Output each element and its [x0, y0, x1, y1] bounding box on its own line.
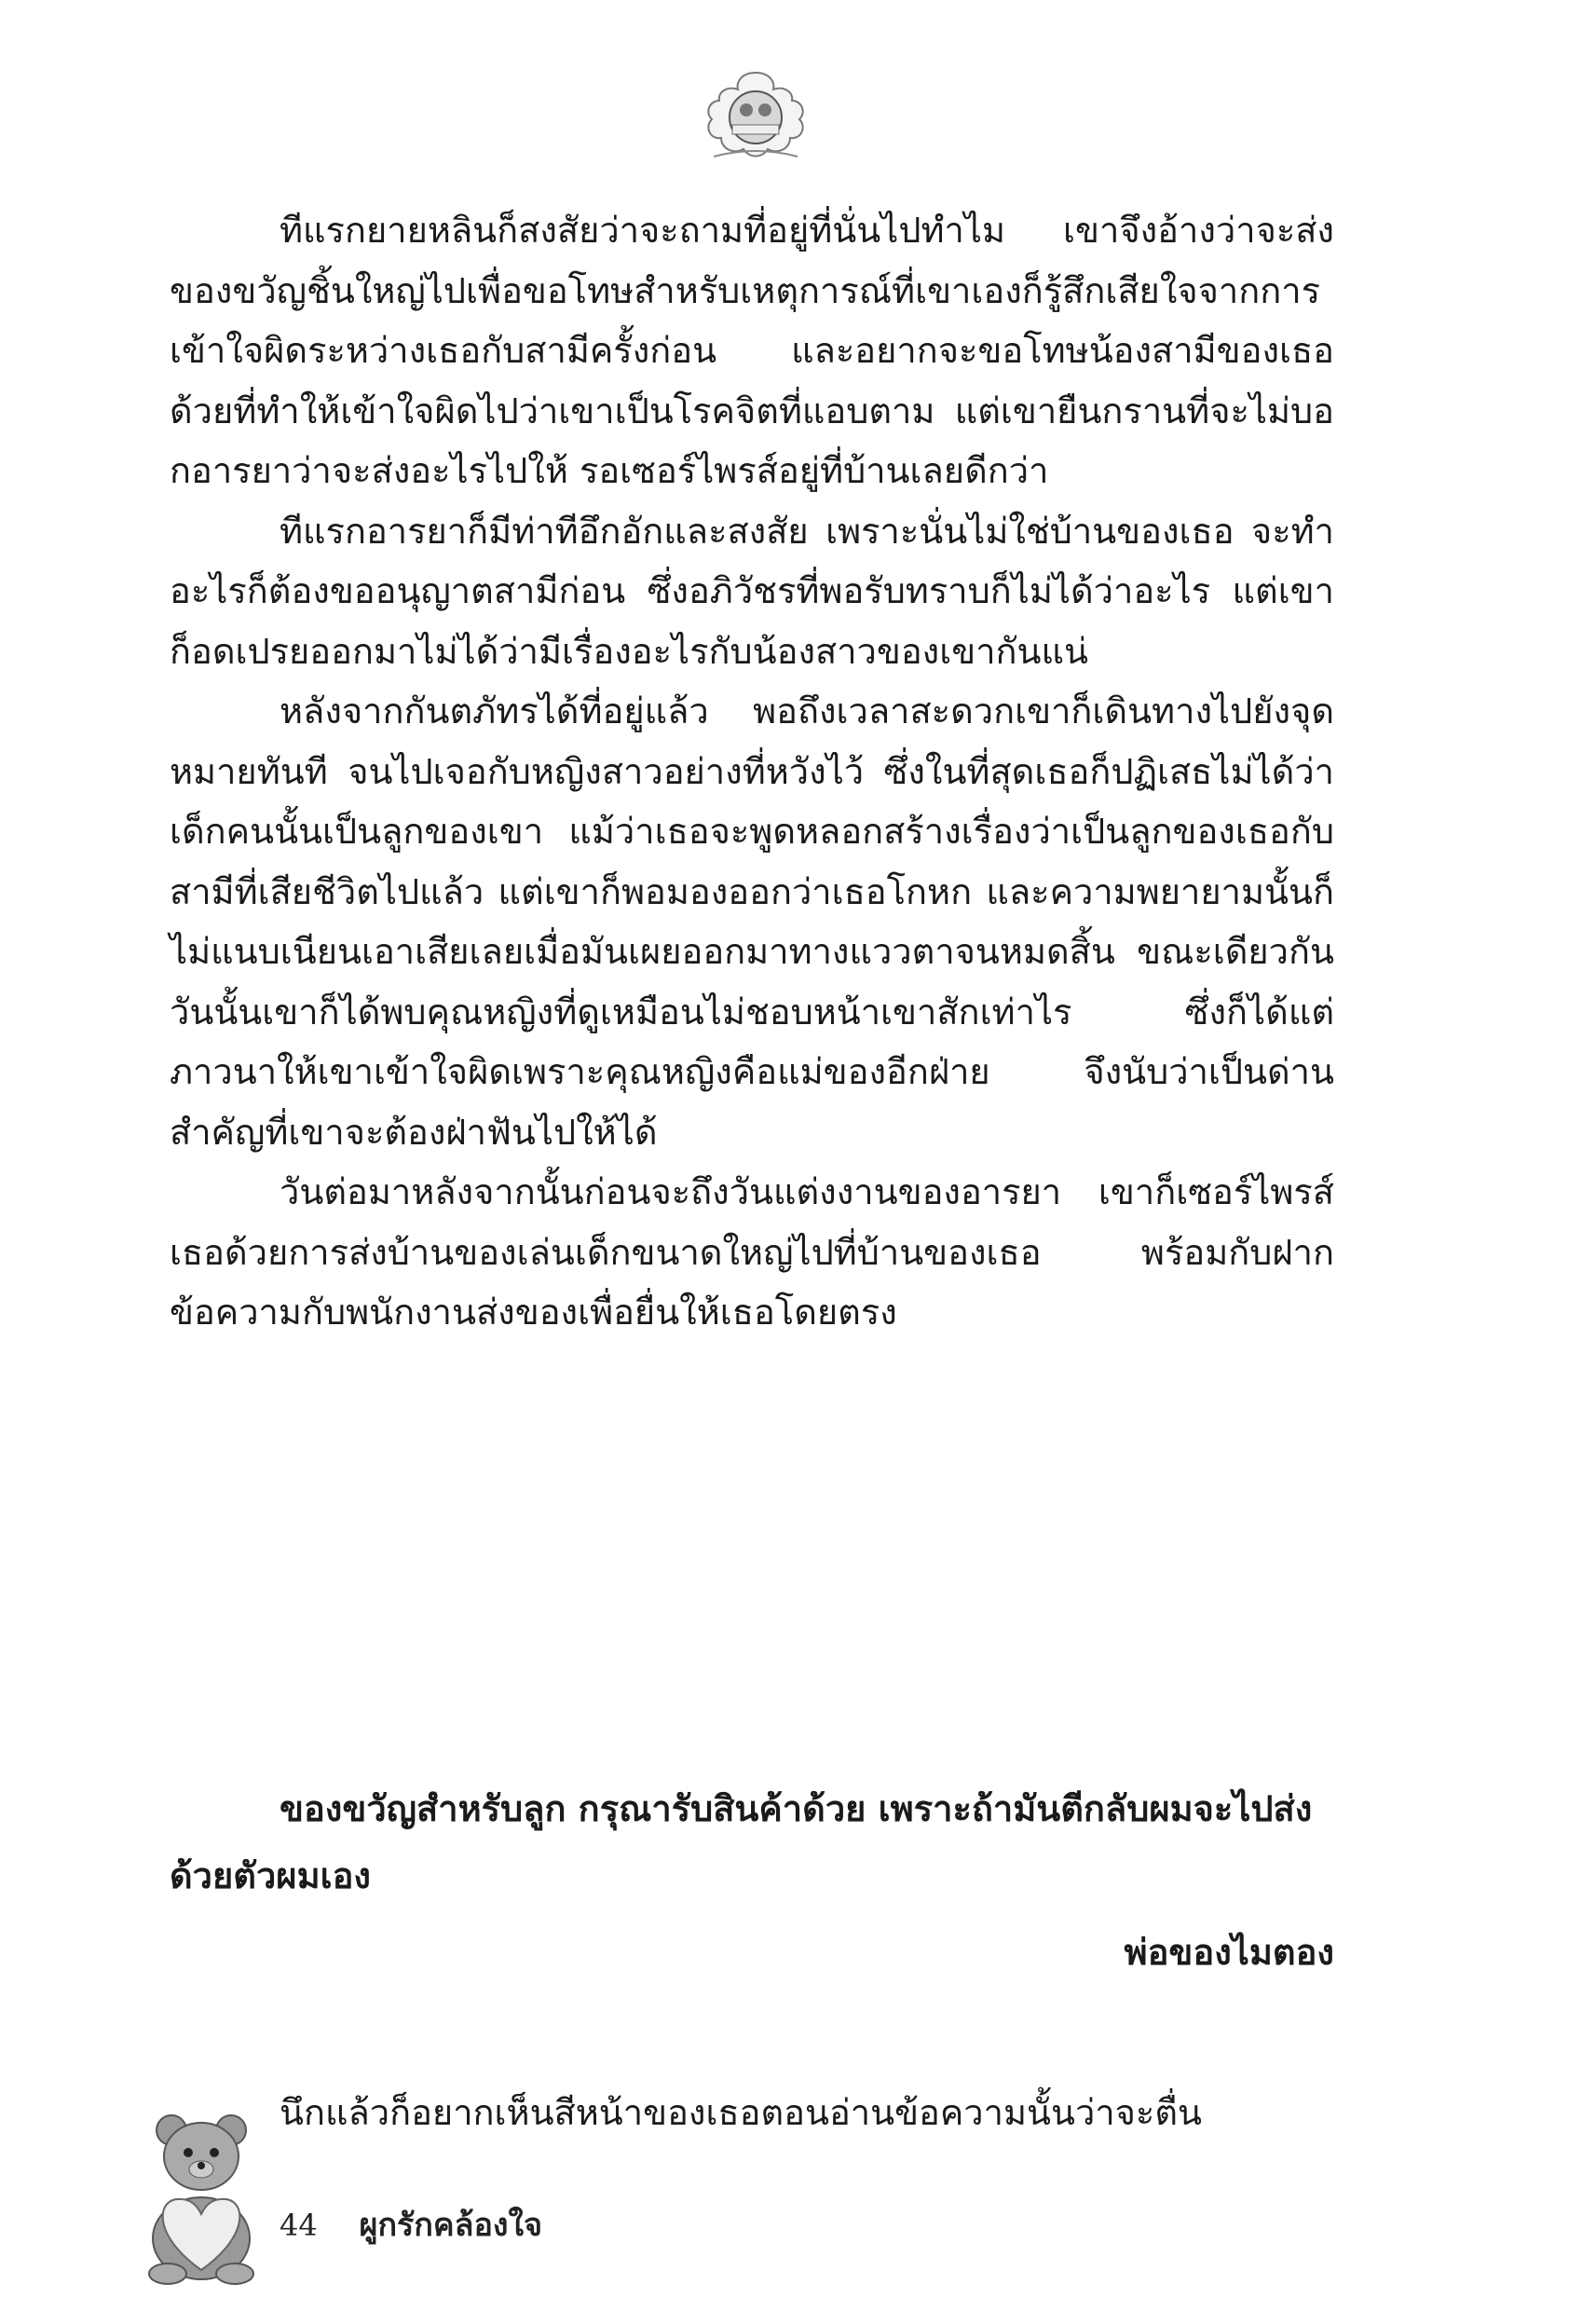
letter-note — [170, 1775, 1334, 1986]
closing-paragraph: นึกแล้วก็อยากเห็นสีหน้าของเธอตอนอ่านข้อความนั้นว่าจะตื่น — [280, 2092, 1202, 2133]
teddy-bear-icon — [142, 2108, 263, 2285]
page-footer — [280, 2199, 542, 2249]
letter-signature: พ่อของไมตอง — [1124, 1932, 1334, 1973]
header-emblem-icon — [695, 67, 816, 164]
body-text — [170, 200, 1334, 1343]
paragraph-4: วันต่อมาหลังจากนั้นก่อนจะถึงวันแต่งงานของอารยา เขาก็เซอร์ไพรส์เธอด้วยการส่งบ้านของเล่นเด็กขนาดใหญ่ไปที่บ้านของเธอ พร้อมกับฝากข้อความกับพนักงานส่งของเพื่อยื่นให้เธอโดยตรง — [170, 1171, 1334, 1333]
paragraph-2: ทีแรกอารยาก็มีท่าทีอึกอักและสงสัย เพราะนั่นไม่ใช่บ้านของเธอ จะทำอะไรก็ต้องขออนุญาตสามีก่อน ซึ่งอภิวัชรที่พอรับทราบก็ไม่ได้ว่าอะไร แต่เขาก็อดเปรยออกมาไม่ได้ว่ามีเรื่องอะไรกับน้องสาวของเขากันแน่ — [170, 510, 1334, 672]
paragraph-3: หลังจากกันตภัทรได้ที่อยู่แล้ว พอถึงเวลาสะดวกเขาก็เดินทางไปยังจุดหมายทันที จนไปเจอกับหญิงสาวอย่างที่หวังไว้ ซึ่งในที่สุดเธอก็ปฏิเสธไม่ได้ว่าเด็กคนนั้นเป็นลูกของเขา แม้ว่าเธอจะพูดหลอกสร้างเรื่องว่าเป็นลูกของเธอกับสามีที่เสียชีวิตไปแล้ว แต่เขาก็พอมองออกว่าเธอโกหก และความพยายามนั้นก็ไม่แนบเนียนเอาเสียเลยเมื่อมันเผยออกมาทางแววตาจนหมดสิ้น ขณะเดียวกันวันนั้นเขาก็ได้พบคุณหญิงที่ดูเหมือนไม่ชอบหน้าเขาสักเท่าไร ซึ่งก็ได้แต่ภาวนาให้เขาเข้าใจผิดเพราะคุณหญิงคือแม่ของอีกฝ่าย จึงนับว่าเป็นด่านสำคัญที่เขาจะต้องฝ่าฟันไปให้ได้ — [170, 691, 1334, 1153]
paragraph-1: ทีแรกยายหลินก็สงสัยว่าจะถามที่อยู่ที่นั่นไปทำไม เขาจึงอ้างว่าจะส่งของขวัญชิ้นใหญ่ไปเพื่อขอโทษสำหรับเหตุการณ์ที่เขาเองก็รู้สึกเสียใจจากการเข้าใจผิดระหว่างเธอกับสามีครั้งก่อน และอยากจะขอโทษน้องสามีของเธอด้วยที่ทำให้เข้าใจผิดไปว่าเขาเป็นโรคจิตที่แอบตาม แต่เขายืนกรานที่จะไม่บอกอารยาว่าจะส่งอะไรไปให้ รอเซอร์ไพรส์อยู่ที่บ้านเลยดีกว่า — [170, 210, 1334, 491]
page-number: 44 — [280, 2208, 318, 2243]
letter-body: ของขวัญสำหรับลูก กรุณารับสินค้าด้วย เพราะถ้ามันตีกลับผมจะไปส่งด้วยตัวผมเอง — [170, 1788, 1313, 1896]
book-title: ผูกรักคล้องใจ — [359, 2207, 543, 2244]
